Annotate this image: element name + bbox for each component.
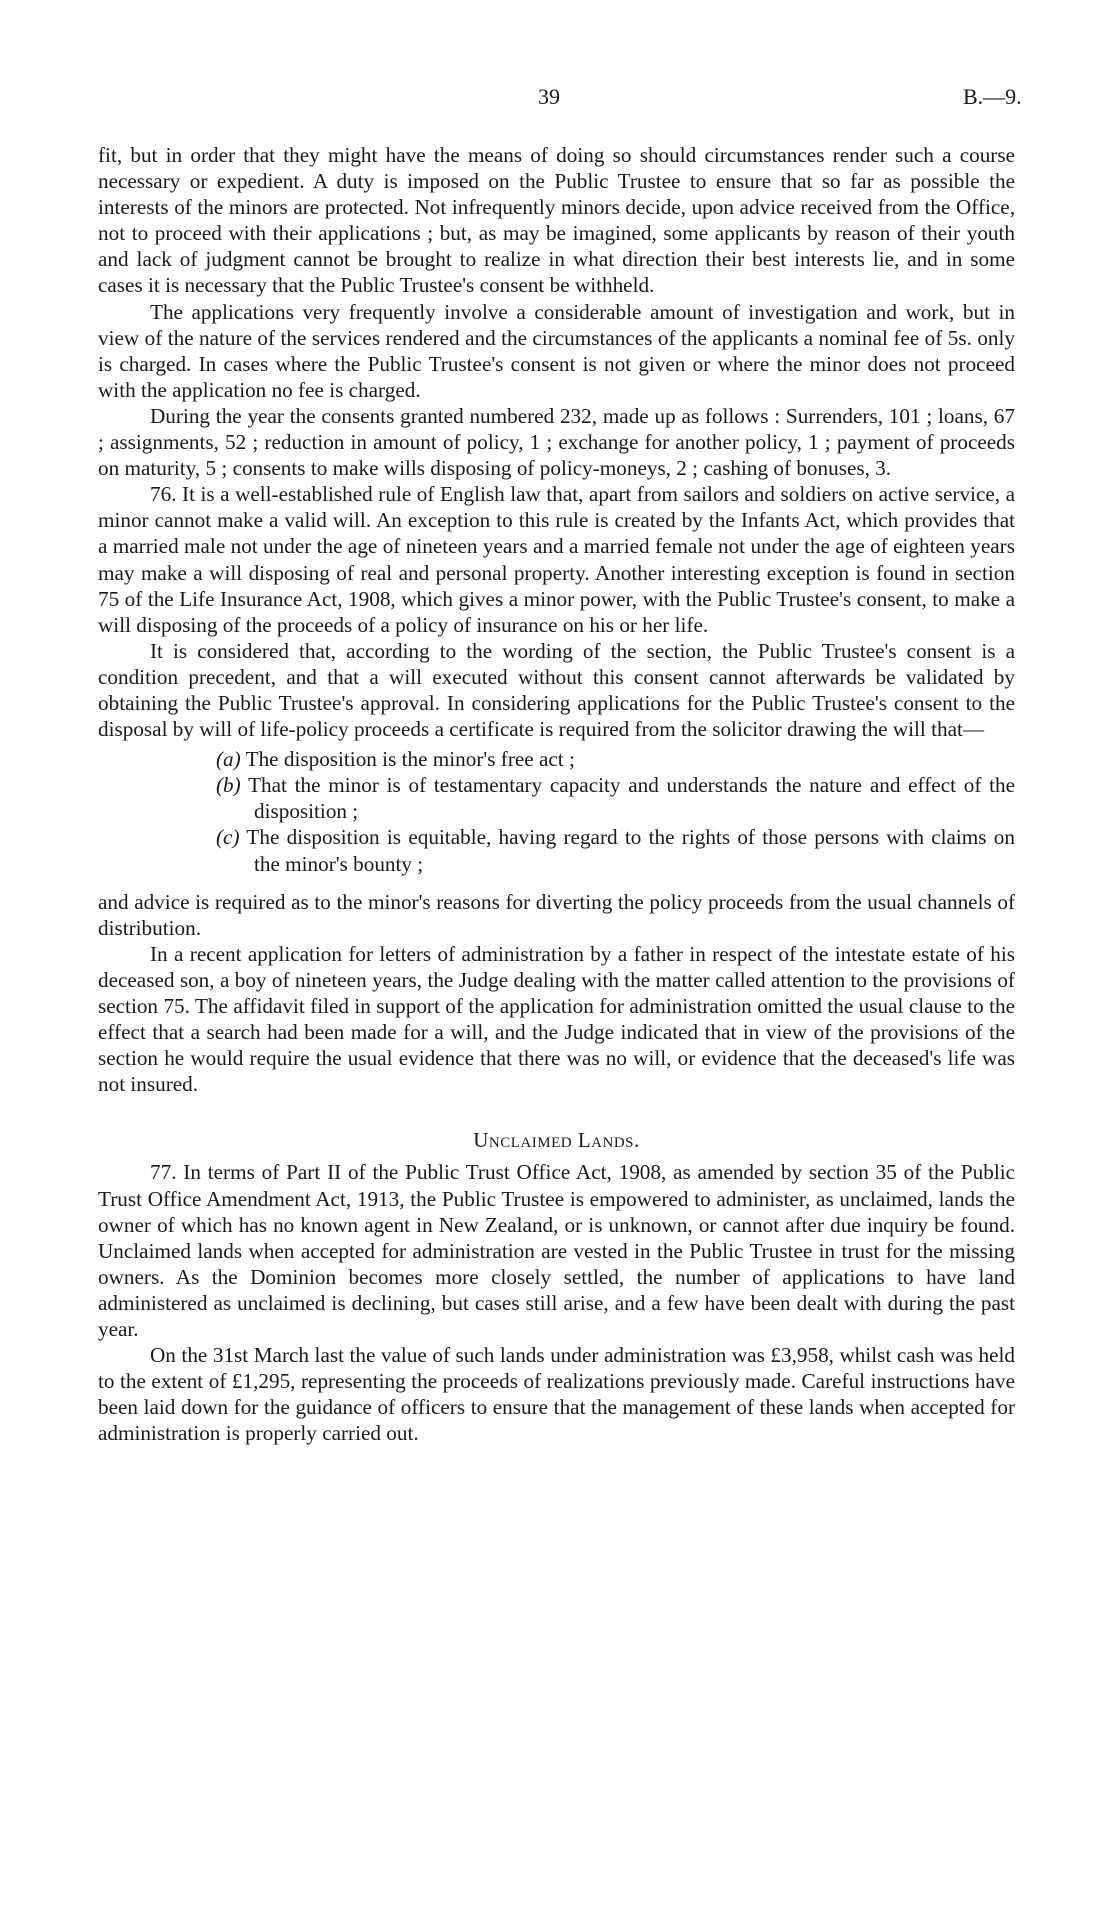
paragraph-advice: and advice is required as to the minor's reasons for diverting the policy proceeds from the usual channels of distribution. (98, 889, 1015, 940)
list-item-text: The disposition is equitable, having regard to the rights of those persons with claims on the minor's bounty ; (246, 825, 1015, 876)
list-marker: (a) (216, 747, 241, 772)
paragraph-recent-application: In a recent application for letters of administration by a father in respect of the intestate estate of his deceased son, a boy of nineteen years, the Judge dealing with the matter called attention to the provisions of section 75. The affidavit filed in support of the application for administration omitted the usual clause to the effect that a search had been made for a will, and the Judge indicated that in view of the provisions of the section he would require the usual evidence that there was no will, or evidence that the deceased's life was not insured. (98, 941, 1015, 1097)
list-item (180, 746, 1015, 772)
paragraph-consents: During the year the consents granted numbered 232, made up as follows : Surrenders, 101 ; loans, 67 ; assignments, 52 ; reduction in amount of policy, 1 ; exchange for another policy, 1 ; payment of proceeds on maturity, 5 ; consents to make wills disposing of policy-moneys, 2 ; cashing of bonuses, 3. (98, 403, 1015, 481)
list-item-text: The disposition is the minor's free act ; (245, 747, 575, 772)
list-item-text: That the minor is of testamentary capacity and understands the nature and effect of the disposition ; (248, 773, 1016, 824)
list-item (180, 824, 1015, 876)
paragraph-condition-precedent: It is considered that, according to the wording of the section, the Public Trustee's consent is a condition precedent, and that a will executed without this consent cannot afterwards be validated by obtaining the Public Trustee's approval. In considering applications for the Public Trustee's consent to the disposal by will of life-policy proceeds a certificate is required from the solicitor drawing the will that— (98, 638, 1015, 742)
list-marker: (c) (216, 825, 240, 850)
list-marker: (b) (216, 773, 241, 798)
section-heading: Unclaimed Lands. (473, 1128, 640, 1153)
paragraph-continuation: fit, but in order that they might have the means of doing so should circumstances render such a course necessary or expedient. A duty is imposed on the Public Trustee to ensure that so far as possible the interests of the minors are protected. Not infrequently minors decide, upon advice received from the Office, not to proceed with their applications ; but, as may be imagined, some applicants by reason of their youth and lack of judgment cannot be brought to realize in what direction their best interests lie, and in some cases it is necessary that the Public Trustee's consent be withheld. (98, 143, 1015, 298)
document-reference: B.—9. (963, 84, 1022, 109)
page-header (0, 84, 1114, 114)
paragraph-76: 76. It is a well-established rule of English law that, apart from sailors and soldiers on active service, a minor cannot make a valid will. An exception to this rule is created by the Infants Act, which provides that a married male not under the age of nineteen years and a married female not under the age of eighteen years may make a will disposing of real and personal property. Another interesting exception is found in section 75 of the Life Insurance Act, 1908, which gives a minor power, with the Public Trustee's consent, to make a will disposing of the proceeds of a policy of insurance on his or her life. (98, 482, 1015, 637)
list-item (180, 772, 1015, 824)
paragraph-fees: The applications very frequently involve a considerable amount of investigation and work, but in view of the nature of the services rendered and the circumstances of the applicants a nominal fee of 5s. only is charged. In cases where the Public Trustee's consent is not given or where the minor does not proceed with the application no fee is charged. (98, 299, 1015, 402)
certificate-requirements-list (98, 746, 1015, 876)
paragraph-value: On the 31st March last the value of such lands under administration was £3,958, whilst cash was held to the extent of £1,295, representing the proceeds of realizations previously made. Careful instructions have been laid down for the guidance of officers to ensure that the management of these lands when accepted for administration is properly carried out. (98, 1343, 1015, 1446)
document-body (98, 142, 1015, 1447)
page-number: 39 (538, 84, 560, 109)
paragraph-77: 77. In terms of Part II of the Public Trust Office Act, 1908, as amended by section 35 of the Public Trust Office Amendment Act, 1913, the Public Trustee is empowered to administer, as unclaimed, lands the owner of which has no known agent in New Zealand, or is unknown, or cannot after due inquiry be found. Unclaimed lands when accepted for administration are vested in the Public Trustee in trust for the missing owners. As the Dominion becomes more closely settled, the number of applications to have land administered as unclaimed is declining, but cases still arise, and a few have been dealt with during the past year. (98, 1160, 1015, 1342)
